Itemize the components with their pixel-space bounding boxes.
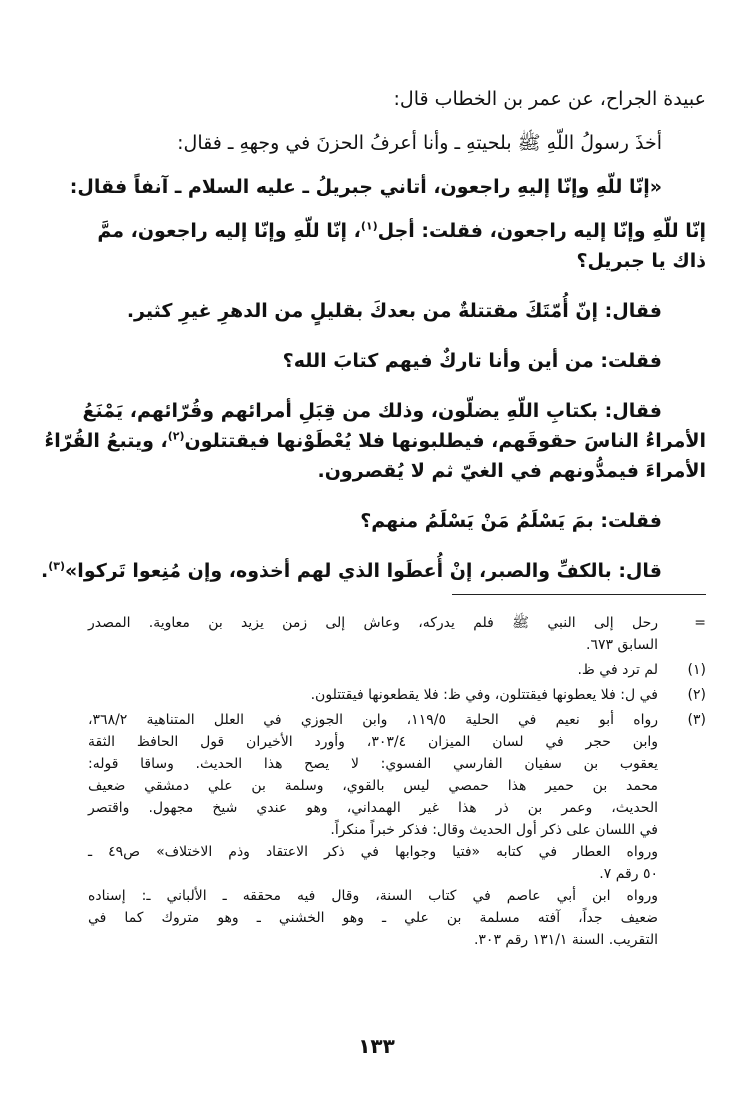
text-line xyxy=(88,216,706,246)
footnote-2 xyxy=(88,684,706,706)
footnote-body xyxy=(88,612,658,656)
footnote-body xyxy=(88,684,658,706)
text-segment: . xyxy=(41,560,49,582)
text-segment: إنّا للّهِ وإنّا إليه راجعون، فقلت: أجل xyxy=(377,220,706,242)
footnote-line: رواه أبو نعيم في الحلية ١١٩/٥، وابن الجوزي في العلل المتناهية ٣٦٨/٢، xyxy=(88,712,658,728)
footnote-line: السابق ٦٧٣. xyxy=(586,637,658,653)
footnote-ref: (٣) xyxy=(48,559,66,573)
footnote-line: في اللسان على ذكر أول الحديث وقال: فذكر خبراً منكراً. xyxy=(330,822,658,838)
footnote-line: محمد بن حمير هذا حمصي ليس بالقوي، وسلمة بن علي دمشقي ضعيف xyxy=(88,778,658,794)
text-line: عبيدة الجراح، عن عمر بن الخطاب قال: xyxy=(393,88,706,110)
footnote-line: التقريب. السنة ١٣١/١ رقم ٣٠٣. xyxy=(473,932,658,948)
footnote-line: الحديث، وعمر بن ذر هذا غير الهمداني، وهو عندي شيخ مجهول. واقتصر xyxy=(88,800,658,816)
footnote-ref: (٢) xyxy=(167,429,185,443)
footnote-line: ورواه ابن أبي عاصم في كتاب السنة، وقال فيه محققه ـ الألباني ـ: إسناده xyxy=(88,888,658,904)
text-segment: الأمراءُ الناسَ حقوقَهم، فيطلبونها فلا يُعْطَوْنها فيقتتلون xyxy=(184,430,706,452)
footnote-line: رحل إلى النبي ﷺ فلم يدركه، وعاش إلى زمن يزيد بن معاوية. المصدر xyxy=(88,615,658,631)
text-line: ذاك يا جبريل؟ xyxy=(576,250,706,272)
footnote-mark: (١) xyxy=(687,662,706,678)
footnote-separator xyxy=(452,594,706,595)
footnote-continued xyxy=(88,612,706,656)
text-line: فقال: بكتابِ اللّهِ يضلّون، وذلك من قِبَلِ أمرائهم وقُرّائهم، يَمْنَعُ xyxy=(82,400,662,422)
text-line: فقال: إنّ أُمّتَكَ مقتتلةٌ من بعدكَ بقليلٍ من الدهرِ غيرِ كثير. xyxy=(126,300,662,322)
footnote-1 xyxy=(88,659,706,681)
footnote-line: ورواه العطار في كتابه «فتيا وجوابها في ذكر الاعتقاد وذم الاختلاف» ص٤٩ ـ xyxy=(88,844,658,860)
text-line xyxy=(41,556,706,586)
text-segment: ، ويتبعُ القُرّاءُ xyxy=(44,430,168,452)
footnote-mark: = xyxy=(694,615,706,631)
footnotes xyxy=(88,612,706,951)
footnote-line: وابن حجر في لسان الميزان ٣٠٣/٤، وأورد الأخيران قول الحافظ الثقة xyxy=(88,734,659,750)
footnote-body xyxy=(88,709,658,951)
text-line: فقلت: من أين وأنا تاركٌ فيهم كتابَ الله؟ xyxy=(282,350,662,372)
text-line: أخذَ رسولُ اللّهِ ﷺ بلحيتهِ ـ وأنا أعرفُ الحزنَ في وجههِ ـ فقال: xyxy=(177,132,662,154)
footnote-line: في ل: فلا يعطونها فيقتتلون، وفي ظ: فلا يقطعونها فيقتتلون. xyxy=(310,687,658,703)
footnote-body xyxy=(88,659,658,681)
main-text xyxy=(41,84,706,586)
footnote-3 xyxy=(88,709,706,951)
footnote-ref: (١) xyxy=(360,219,378,233)
page-number: ١٣٣ xyxy=(358,1034,395,1058)
footnote-line: ٥٠ رقم ٧. xyxy=(599,866,658,882)
text-line: «إنّا للّهِ وإنّا إليهِ راجعون، أتاني جبريلُ ـ عليه السلام ـ آنفاً فقال: xyxy=(69,176,662,198)
footnote-line: يعقوب بن سفيان الفارسي الفسوي: لا يصح هذا الحديث. وساقا قوله: xyxy=(88,756,658,772)
footnote-mark: (٢) xyxy=(687,687,706,703)
text-segment: قال: بالكفِّ والصبر، إنْ أُعطَوا الذي لهم أخذوه، وإن مُنِعوا تَركوا» xyxy=(65,560,662,582)
text-line: فقلت: بمَ يَسْلَمُ مَنْ يَسْلَمُ منهم؟ xyxy=(360,510,662,532)
footnote-line: لم ترد في ظ. xyxy=(577,662,658,678)
footnote-mark: (٣) xyxy=(687,712,706,728)
text-line xyxy=(44,426,706,456)
footnote-line: ضعيف جداً، آفته مسلمة بن علي ـ وهو الخشني ـ وهو متروك كما في xyxy=(88,910,658,926)
text-line: الأمراءَ فيمدُّونهم في الغيّ ثم لا يُقصرون. xyxy=(317,460,706,482)
text-segment: ، إنّا للّهِ وإنّا إليه راجعون، ممَّ xyxy=(97,220,361,242)
